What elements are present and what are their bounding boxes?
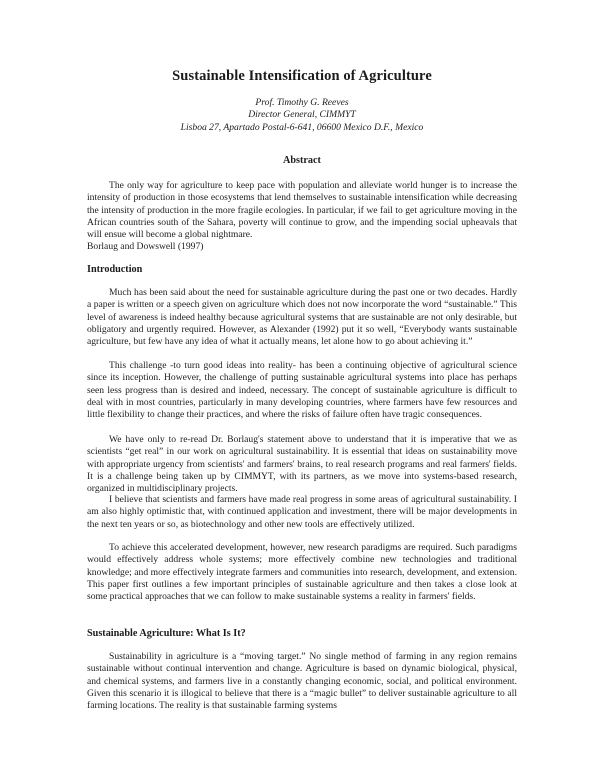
abstract-text: The only way for agriculture to keep pace with population and alleviate world hunger is to increase the intensity of production in those ecosystems that lend themselves to sustainable intensification while decreasing the intensity of production in the more fragile ecologies. In particular, if we fail to get agriculture moving in the African countries south of the Sahara, poverty will continue to grow, and the impending social upheavals that will ensue will become a global nightmare. — [87, 180, 517, 241]
intro-paragraph-1: Much has been said about the need for sustainable agriculture during the past one or two decades. Hardly a paper is written or a speech given on agriculture which does not now incorporate the word “sustainable.” This level of awareness is indeed healthy because agricultural systems that are sustainable are not only desirable, but obligatory and urgently required. However, as Alexander (1992) put it so well, “Everybody wants sustainable agriculture, but few have any idea of what it actually means, let alone how to go about achieving it.” — [87, 287, 517, 348]
abstract-heading: Abstract — [283, 155, 321, 166]
what-is-it-heading: Sustainable Agriculture: What Is It? — [87, 628, 246, 639]
intro-paragraph-2: This challenge -to turn good ideas into reality- has been a continuing objective of agricultural science since its inception. However, the challenge of putting sustainable agricultural systems into place has perhaps seen less progress than is desired and indeed, necessary. The concept of sustainable agriculture is difficult to deal with in most countries, particularly in many developing countries, where farmers have few resources and little flexibility to change their practices, and where the risks of failure often have tragic consequences. — [87, 360, 517, 421]
author-position: Director General, CIMMYT — [248, 109, 356, 121]
author-name: Prof. Timothy G. Reeves — [255, 97, 349, 108]
abstract-citation: Borlaug and Dowswell (1997) — [87, 241, 204, 252]
intro-paragraph-3: We have only to re-read Dr. Borlaug's statement above to understand that it is imperative that we as scientists “get real” in our work on agricultural sustainability. It is essential that ideas on sustainability move with appropriate urgency from scientists' and farmers' brains, to real research programs and real farmers' fields. It is a challenge being taken up by CIMMYT, with its partners, as we move into systems-based research, organized in multidisciplinary projects. — [87, 434, 517, 495]
intro-paragraph-5: To achieve this accelerated development, however, new research paradigms are required. Such paradigms would effectively address whole systems; more effectively combine new technologies and traditional knowledge; and more effectively integrate farmers and communities into research, development, and extension. This paper first outlines a few important principles of sustainable agriculture and then takes a close look at some practical approaches that we can follow to make sustainable systems a reality in farmers' fields. — [87, 542, 517, 603]
intro-paragraph-4: I believe that scientists and farmers have made real progress in some areas of agricultural sustainability. I am also highly optimistic that, with continued application and investment, there will be major developments in the next ten years or so, as biotechnology and other new tools are effectively utilized. — [87, 494, 517, 530]
paper-title: Sustainable Intensification of Agriculture — [172, 68, 432, 84]
introduction-heading: Introduction — [87, 264, 143, 275]
what-is-it-paragraph-1: Sustainability in agriculture is a “moving target.” No single method of farming in any region remains sustainable without continual intervention and change. Agriculture is based on dynamic biological, physical, and chemical systems, and farmers live in a constantly changing economic, social, and political environment. Given this scenario it is illogical to believe that there is a “magic bullet” to deliver sustainable agriculture to all farming locations. The reality is that sustainable farming systems — [87, 651, 517, 712]
author-block — [87, 97, 517, 134]
author-address: Lisboa 27, Apartado Postal-6-641, 06600 Mexico D.F., Mexico — [180, 121, 424, 133]
